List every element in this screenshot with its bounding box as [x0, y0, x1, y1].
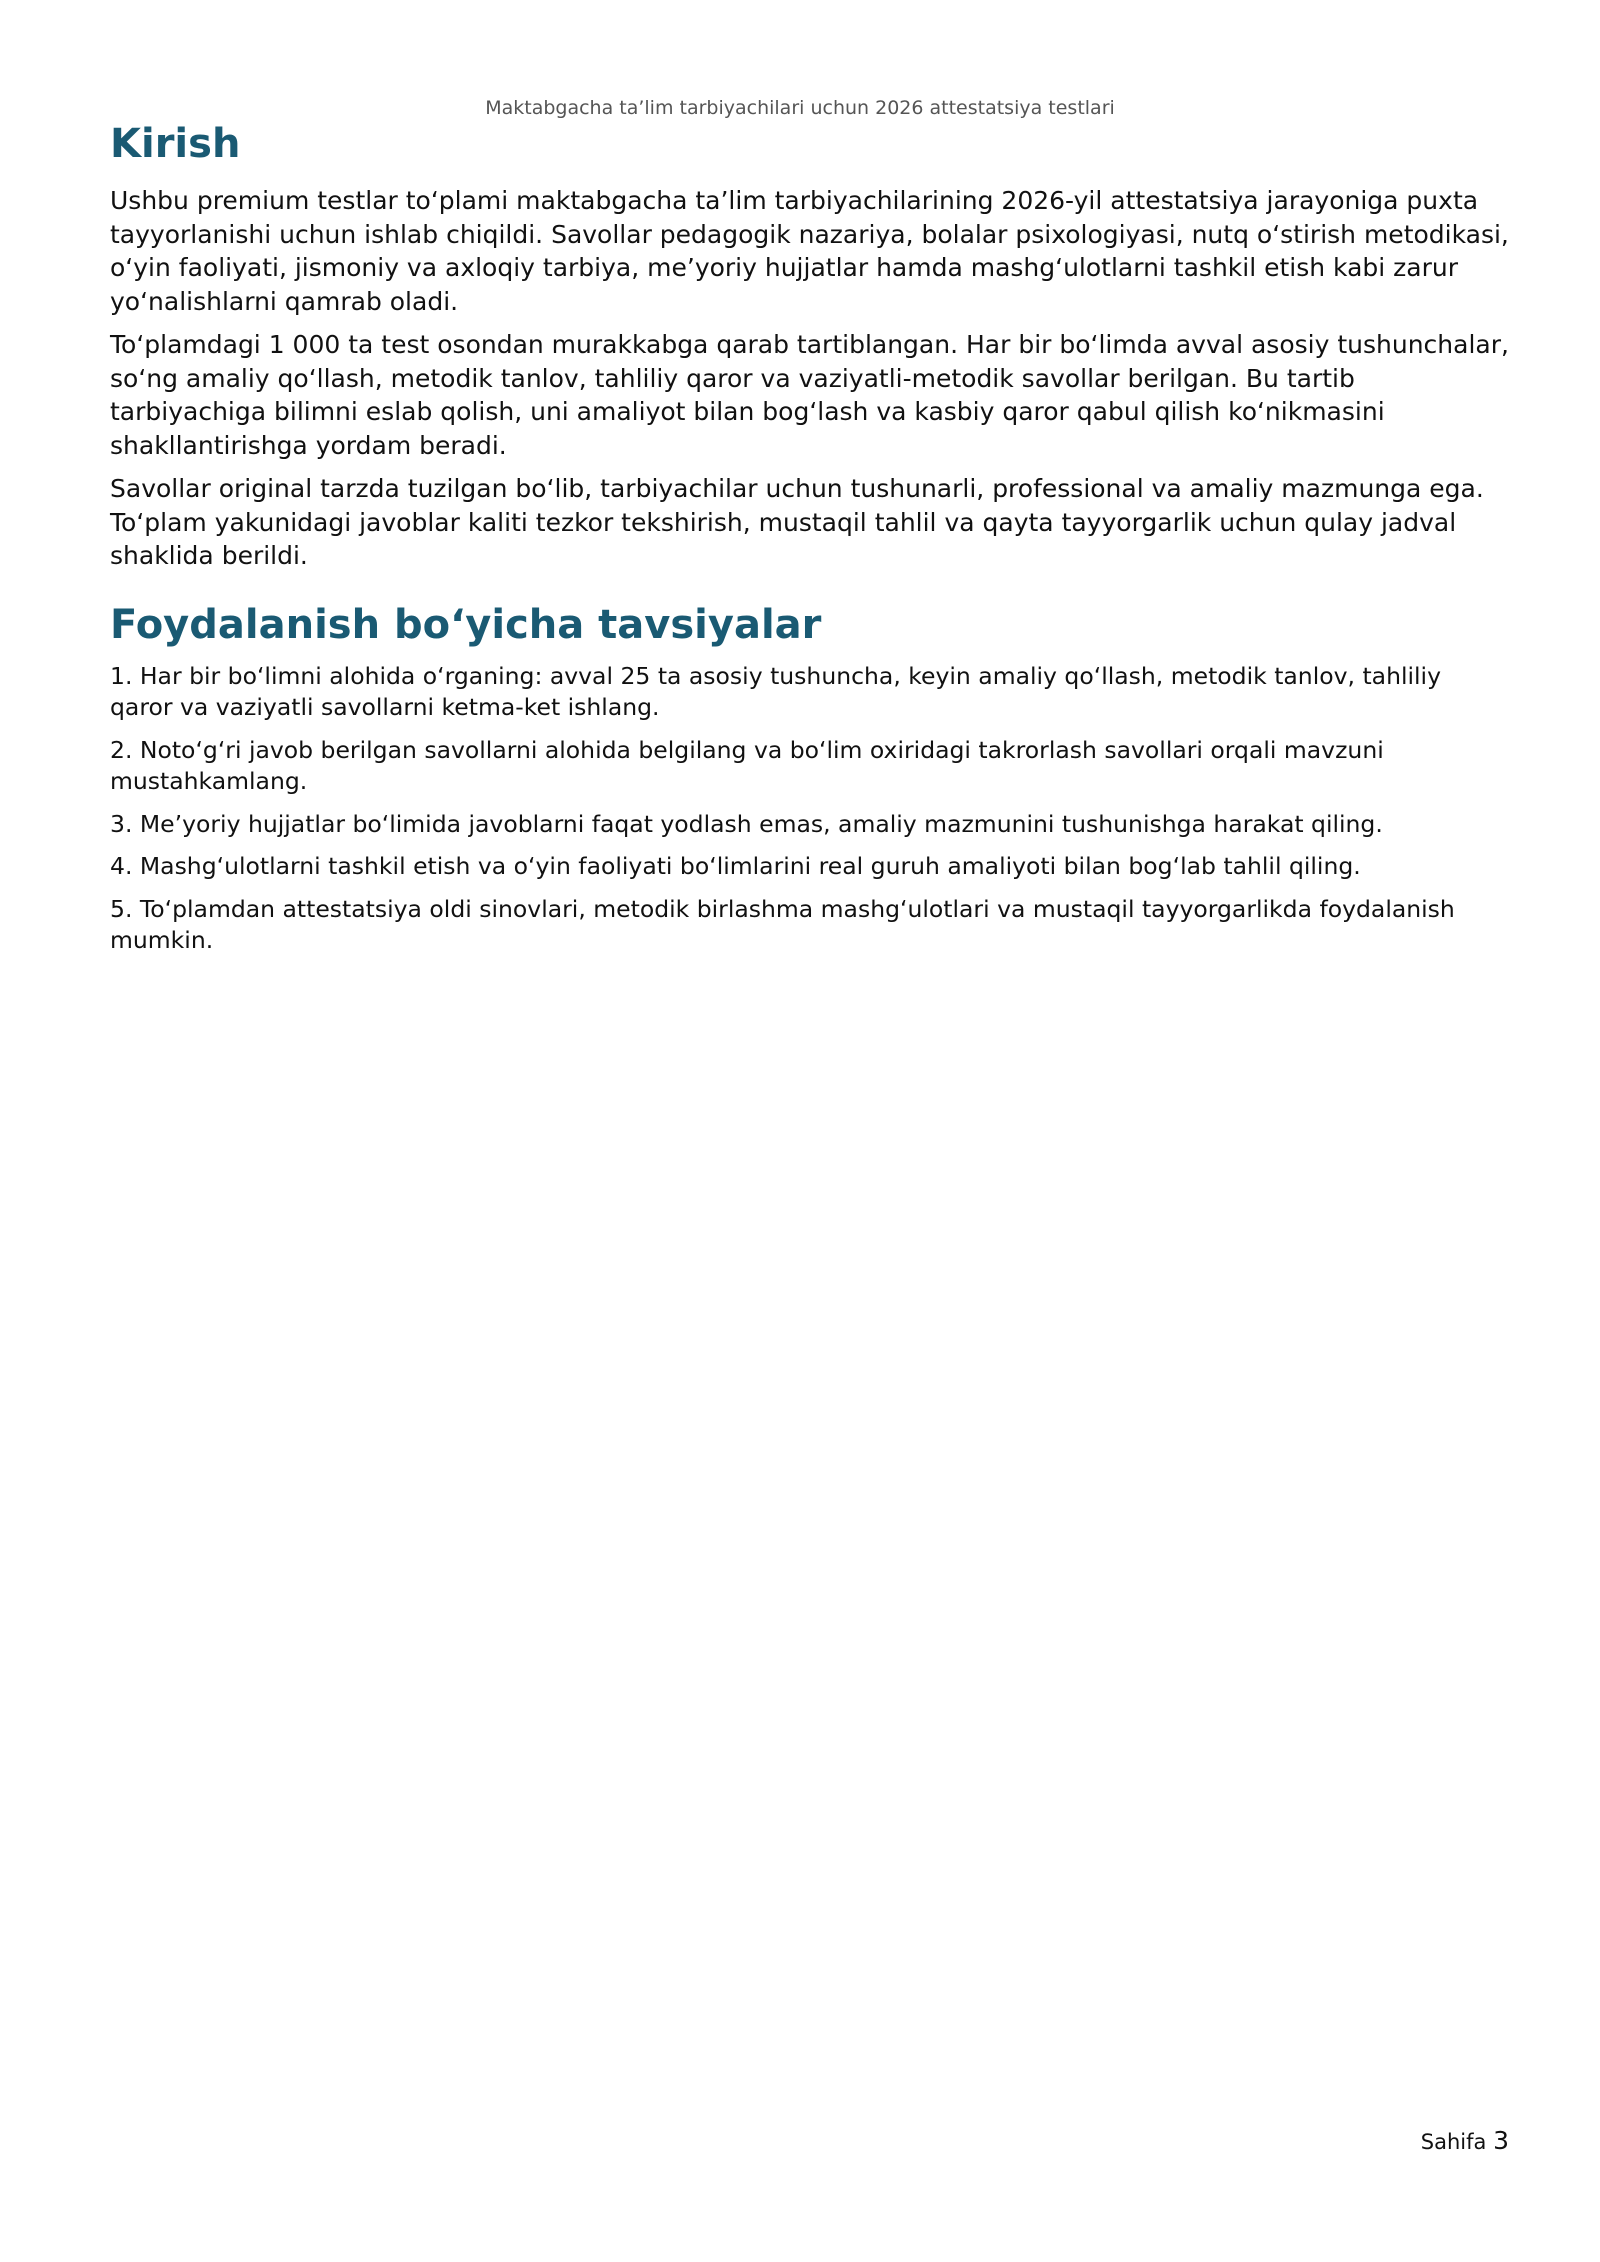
recommendations-heading: Foydalanish bo‘yicha tavsiyalar [110, 601, 822, 648]
page-number: 3 [1493, 2126, 1509, 2155]
recommendation-item-2: 2. Noto‘g‘ri javob berilgan savollarni alohida belgilang va bo‘lim oxiridagi takrorlash savollari orqali mavzuni mustahkamlang. [110, 735, 1384, 795]
recommendation-item-3: 3. Me’yoriy hujjatlar bo‘limida javoblarni faqat yodlash emas, amaliy mazmunini tushunishga harakat qiling. [110, 809, 1383, 838]
intro-paragraph-1: Ushbu premium testlar to‘plami maktabgacha ta’lim tarbiyachilarining 2026-yil attestatsiya jarayoniga puxta tayyorlanishi uchun ishlab chiqildi. Savollar pedagogik nazariya, bolalar psixologiyasi, nutq o‘stirish metodikasi, o‘yin faoliyati, jismoniy va axloqiy tarbiya, me’yoriy hujjatlar hamda mashg‘ulotlarni tashkil etish kabi zarur yo‘nalishlarni qamrab oladi. [110, 186, 1509, 316]
recommendation-item-1: 1. Har bir bo‘limni alohida o‘rganing: avval 25 ta asosiy tushuncha, keyin amaliy qo‘llash, metodik tanlov, tahliliy qaror va vaziyatli savollarni ketma-ket ishlang. [110, 661, 1441, 721]
recommendation-item-4: 4. Mashg‘ulotlarni tashkil etish va o‘yin faoliyati bo‘limlarini real guruh amaliyoti bilan bog‘lab tahlil qiling. [110, 852, 1361, 880]
intro-heading: Kirish [110, 121, 241, 167]
recommendation-item-5: 5. To‘plamdan attestatsiya oldi sinovlari, metodik birlashma mashg‘ulotlari va mustaqil tayyorgarlikda foydalanish mumkin. [110, 894, 1455, 954]
page-content [110, 118, 1510, 968]
recommendations-list [110, 661, 1510, 957]
intro-paragraph-2: To‘plamdagi 1 000 ta test osondan murakkabga qarab tartiblangan. Har bir bo‘limda avval asosiy tushunchalar, so‘ng amaliy qo‘llash, metodik tanlov, tahliliy qaror va vaziyatli-metodik savollar berilgan. Bu tartib tarbiyachiga bilimni eslab qolish, uni amaliyot bilan bog‘lash va kasbiy qaror qabul qilish ko‘nikmasini shakllantirishga yordam beradi. [110, 330, 1509, 460]
page-label: Sahifa [1420, 2130, 1487, 2154]
running-header: Maktabgacha ta’lim tarbiyachilari uchun 2026 attestatsiya testlari [485, 97, 1115, 119]
page-footer [1421, 2126, 1509, 2157]
intro-paragraph-3: Savollar original tarzda tuzilgan bo‘lib, tarbiyachilar uchun tushunarli, professional va amaliy mazmunga ega. To‘plam yakunidagi javoblar kaliti tezkor tekshirish, mustaqil tahlil va qayta tayyorgarlik uchun qulay jadval shaklida berildi. [110, 474, 1484, 570]
